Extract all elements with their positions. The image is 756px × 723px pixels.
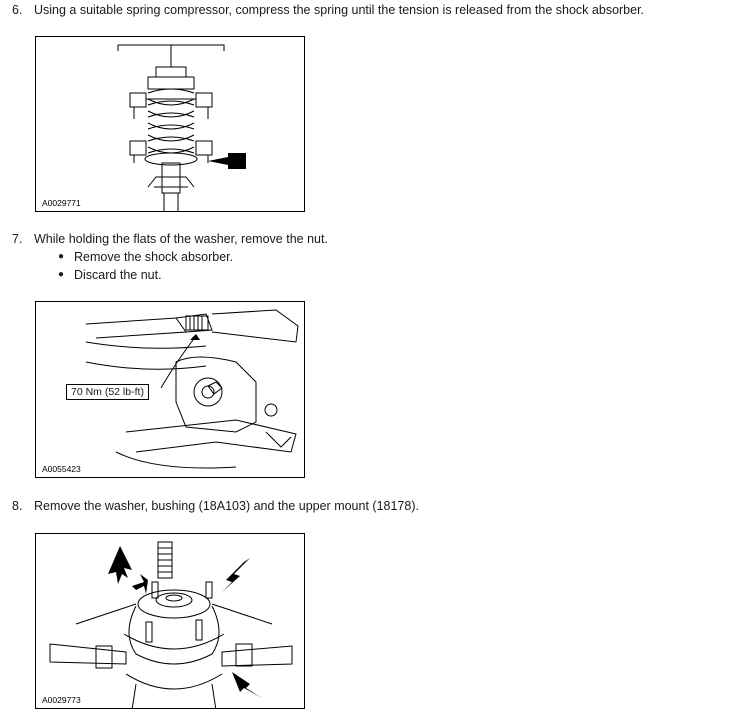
step-number: 7. [12,232,23,246]
step-number: 6. [12,3,23,17]
spring-compressor-illustration [36,37,305,212]
step-number: 8. [12,499,23,513]
step-6 [12,3,644,17]
bullet-text: Remove the shock absorber. [74,250,234,264]
list-item [58,266,233,284]
step-text: Remove the washer, bushing (18A103) and the upper mount (18178). [34,499,419,513]
step-text: While holding the flats of the washer, remove the nut. [34,232,328,246]
step-7-bullet-list [58,248,233,284]
figure-id: A0055423 [42,464,81,474]
bullet-dot-icon: ● [58,251,65,262]
figure-id: A0029773 [42,695,81,705]
step-7 [12,232,328,246]
list-item [58,248,233,266]
figure-spring-compressor [35,36,305,212]
bullet-text: Discard the nut. [74,268,162,282]
figure-upper-mount [35,533,305,709]
figure-id: A0029771 [42,198,81,208]
step-text: Using a suitable spring compressor, compress the spring until the tension is released from the shock absorber. [34,3,645,17]
step-8 [12,499,419,513]
upper-mount-illustration [36,534,305,709]
bullet-dot-icon: ● [58,269,65,280]
torque-callout: 70 Nm (52 lb-ft) [66,384,149,400]
figure-remove-nut [35,301,305,478]
